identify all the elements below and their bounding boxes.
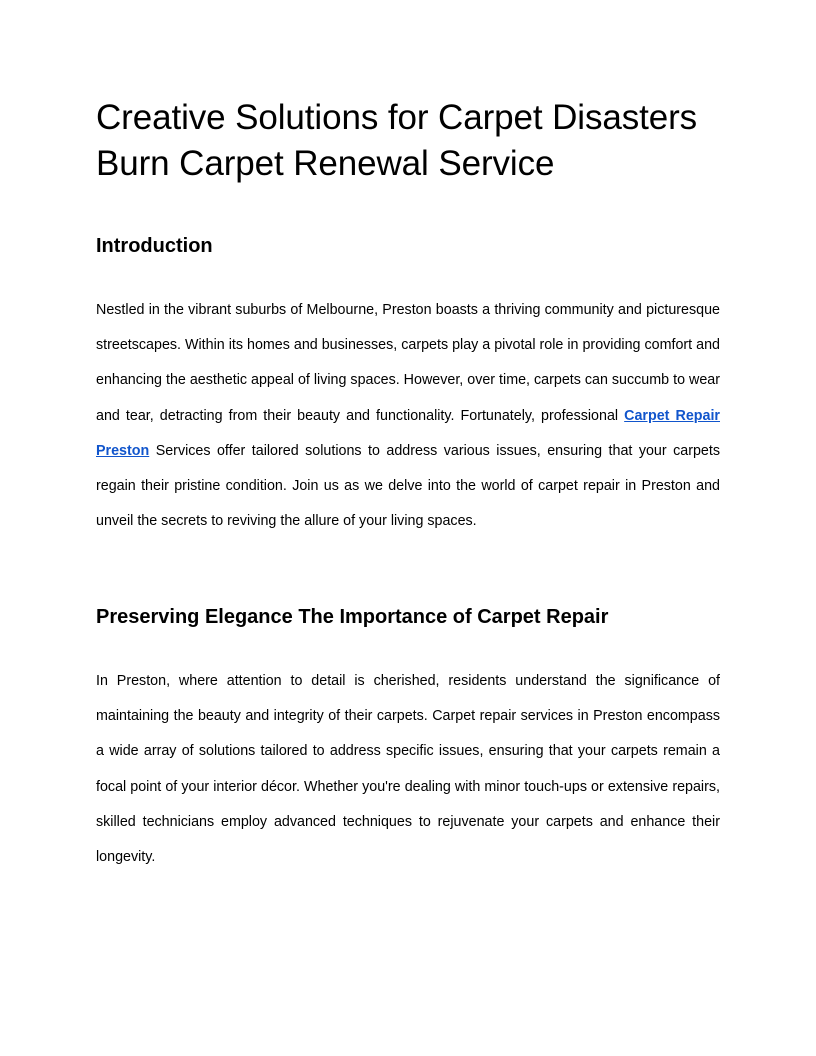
introduction-heading: Introduction: [96, 235, 213, 257]
title-line-1: Creative Solutions for Carpet Disasters: [96, 98, 698, 137]
carpet-repair-preston-link[interactable]: Carpet Repair Preston: [96, 407, 720, 459]
intro-text-after-link: Services offer tailored solutions to address various issues, ensuring that your carpets regain their pristine condition. Join us as we delve into the world of carpet repair in Preston and unveil the secrets to reviving the allure of your living spaces.: [96, 442, 720, 530]
title-line-2: Burn Carpet Renewal Service: [96, 144, 555, 183]
preserving-elegance-paragraph: In Preston, where attention to detail is cherished, residents understand the significance of maintaining the beauty and integrity of their carpets. Carpet repair services in Preston encompass a wide array of solutions tailored to address specific issues, ensuring that your carpets remain a focal point of your interior décor. Whether you're dealing with minor touch-ups or extensive repairs, skilled technicians employ advanced techniques to rejuvenate your carpets and enhance their longevity.: [96, 673, 720, 866]
document-title: [96, 95, 720, 187]
preserving-elegance-heading: Preserving Elegance The Importance of Carpet Repair: [96, 606, 609, 628]
intro-text-before-link: Nestled in the vibrant suburbs of Melbourne, Preston boasts a thriving community and picturesque streetscapes. Within its homes and businesses, carpets play a pivotal role in providing comfort and enhancing the aesthetic appeal of living spaces. However, over time, carpets can succumb to wear and tear, detracting from their beauty and functionality. Fortunately, professional: [96, 302, 720, 424]
introduction-paragraph: [96, 293, 720, 539]
